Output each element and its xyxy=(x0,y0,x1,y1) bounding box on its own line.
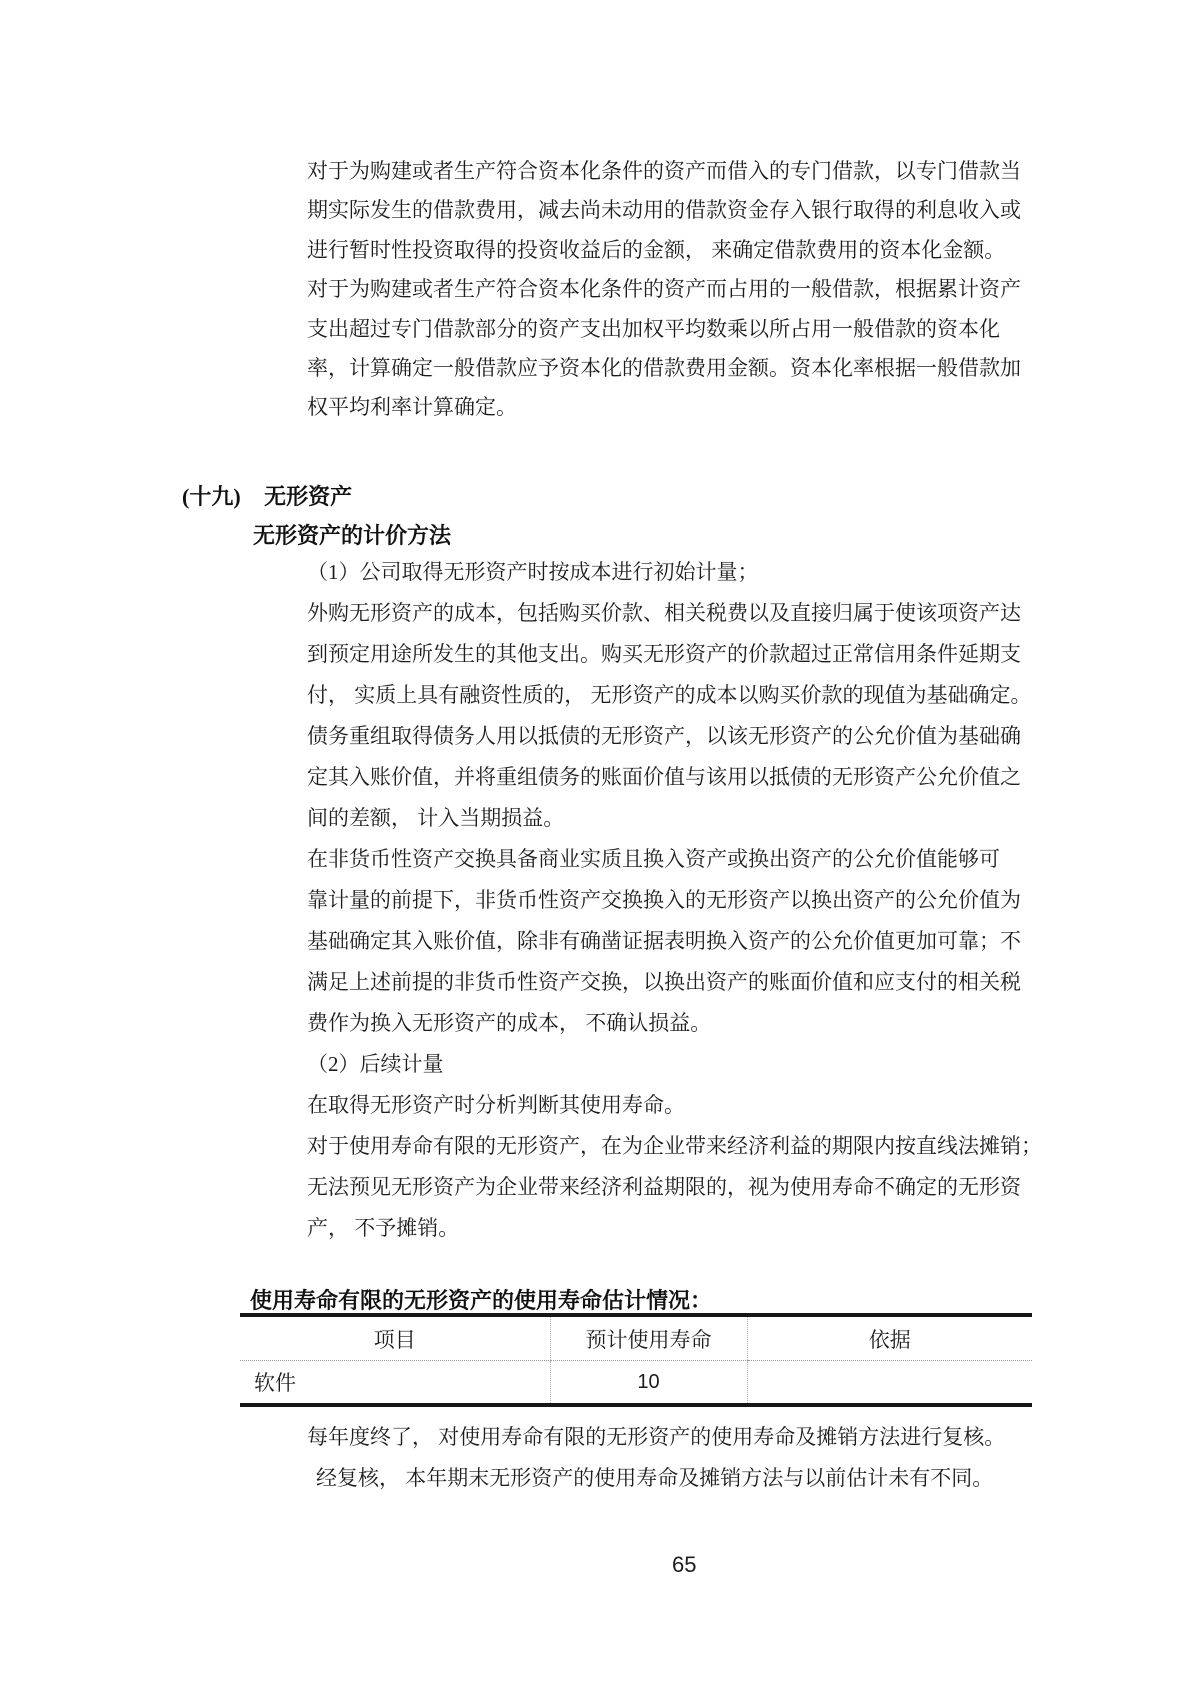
table-header-basis: 依据 xyxy=(747,1315,1032,1361)
paragraph-line: 产， 不予摊销。 xyxy=(307,1216,460,1240)
table-caption: 使用寿命有限的无形资产的使用寿命估计情况： xyxy=(250,1288,713,1313)
section-index: (十九) xyxy=(182,484,241,509)
paragraph-line: 满足上述前提的非货币性资产交换，以换出资产的账面价值和应支付的相关税 xyxy=(307,970,1021,994)
paragraph-line: （1）公司取得无形资产时按成本进行初始计量； xyxy=(307,560,759,584)
page-number: 65 xyxy=(672,1552,697,1577)
table-header-item: 项目 xyxy=(240,1315,550,1361)
paragraph-line: 外购无形资产的成本，包括购买价款、相关税费以及直接归属于使该项资产达 xyxy=(307,601,1021,625)
paragraph-line: 债务重组取得债务人用以抵债的无形资产，以该无形资产的公允价值为基础确 xyxy=(307,724,1021,748)
paragraph-line: 对于使用寿命有限的无形资产，在为企业带来经济利益的期限内按直线法摊销； xyxy=(307,1134,1042,1158)
paragraph-line: 定其入账价值，并将重组债务的账面价值与该用以抵债的无形资产公允价值之 xyxy=(307,765,1021,789)
table-cell-item-name: 软件 xyxy=(254,1371,296,1395)
paragraph-line: 费作为换入无形资产的成本， 不确认损益。 xyxy=(307,1011,712,1035)
table-header-row xyxy=(240,1315,1032,1361)
paragraph-line: 率，计算确定一般借款应予资本化的借款费用金额。资本化率根据一般借款加 xyxy=(307,356,1021,381)
paragraph-line: （2）后续计量 xyxy=(307,1052,444,1076)
paragraph-line: 对于为购建或者生产符合资本化条件的资产而占用的一般借款，根据累计资产 xyxy=(307,277,1021,302)
note-line: 每年度终了， 对使用寿命有限的无形资产的使用寿命及摊销方法进行复核。 xyxy=(307,1425,1006,1449)
borrowing-costs-paragraph xyxy=(307,152,1023,428)
paragraph-line: 进行暂时性投资取得的投资收益后的金额， 来确定借款费用的资本化金额。 xyxy=(307,237,1006,262)
paragraph-line: 无法预见无形资产为企业带来经济利益期限的，视为使用寿命不确定的无形资 xyxy=(307,1175,1021,1199)
note-line: 经复核， 本年期末无形资产的使用寿命及摊销方法与以前估计未有不同。 xyxy=(316,1466,994,1490)
paragraph-line: 期实际发生的借款费用，减去尚未动用的借款资金存入银行取得的利息收入或 xyxy=(307,198,1021,223)
section-title: 无形资产 xyxy=(264,484,353,509)
paragraph-line: 靠计量的前提下，非货币性资产交换换入的无形资产以换出资产的公允价值为 xyxy=(307,888,1021,912)
table-cell-useful-life: 10 xyxy=(550,1361,747,1406)
section-heading xyxy=(182,480,353,509)
paragraph-line: 付， 实质上具有融资性质的， 无形资产的成本以购买价款的现值为基础确定。 xyxy=(307,683,1032,707)
review-notes xyxy=(307,1417,1023,1499)
paragraph-line: 间的差额， 计入当期损益。 xyxy=(307,806,565,830)
table-header-useful-life: 预计使用寿命 xyxy=(550,1315,747,1361)
paragraph-line: 支出超过专门借款部分的资产支出加权平均数乘以所占用一般借款的资本化 xyxy=(307,316,1000,341)
paragraph-line: 对于为购建或者生产符合资本化条件的资产而借入的专门借款，以专门借款当 xyxy=(307,159,1021,183)
intangible-assets-paragraph xyxy=(307,552,1042,1249)
paragraph-line: 基础确定其入账价值，除非有确凿证据表明换入资产的公允价值更加可靠；不 xyxy=(307,929,1021,953)
table-cell-basis xyxy=(747,1361,1032,1406)
paragraph-line: 在取得无形资产时分析判断其使用寿命。 xyxy=(307,1093,685,1117)
table-row xyxy=(240,1361,1032,1406)
section-subtitle: 无形资产的计价方法 xyxy=(253,523,452,548)
paragraph-line: 到预定用途所发生的其他支出。购买无形资产的价款超过正常信用条件延期支 xyxy=(307,642,1021,666)
paragraph-line: 权平均利率计算确定。 xyxy=(307,395,517,420)
paragraph-line: 在非货币性资产交换具备商业实质且换入资产或换出资产的公允价值能够可 xyxy=(307,847,1000,871)
useful-life-table xyxy=(240,1313,1032,1407)
